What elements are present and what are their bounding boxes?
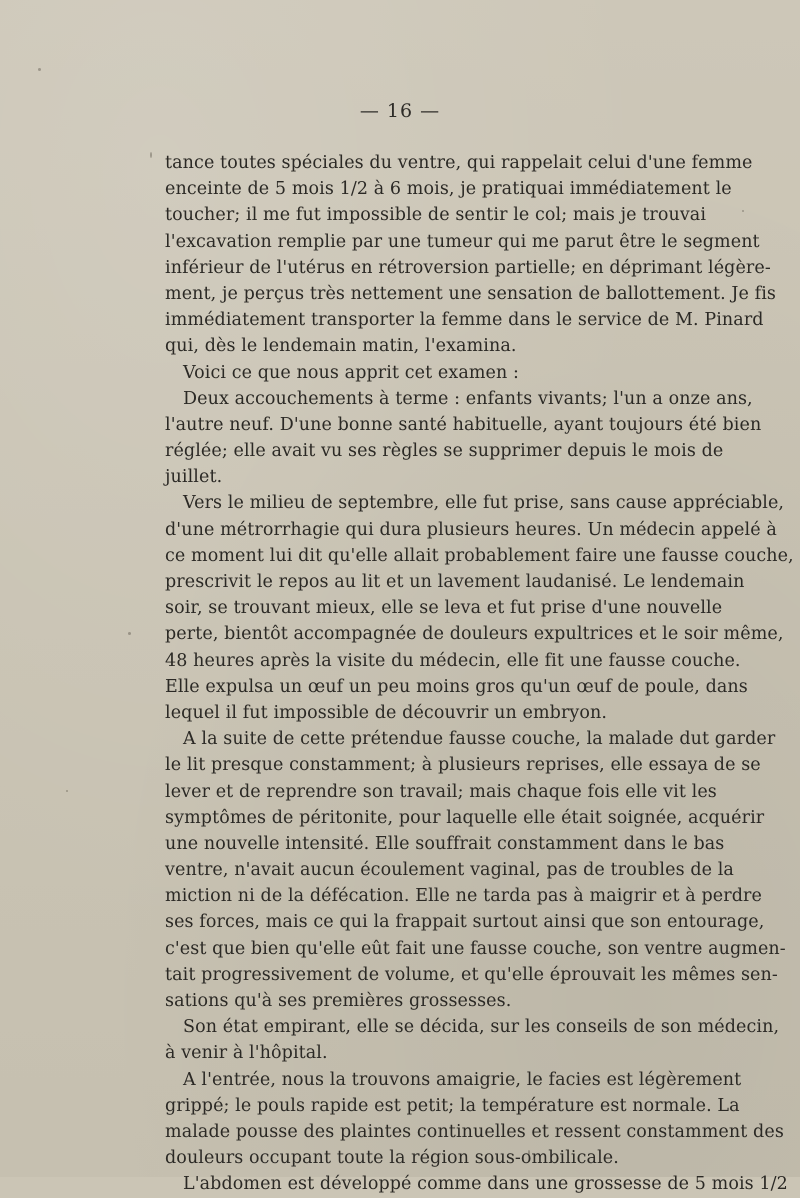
text-line: l'excavation remplie par une tumeur qui me parut être le segment	[165, 231, 760, 252]
text-line: une nouvelle intensité. Elle souffrait constamment dans le bas	[165, 833, 725, 854]
text-line: juillet.	[165, 467, 223, 488]
text-line: tait progressivement de volume, et qu'elle éprouvait les mêmes sen-	[165, 964, 778, 985]
text-line: d'une métrorrhagie qui dura plusieurs heures. Un médecin appelé à	[165, 519, 777, 540]
paper-speck	[128, 632, 131, 635]
text-line: douleurs occupant toute la région sous-ombilicale.	[165, 1148, 619, 1169]
paragraph-start: L'abdomen est développé comme dans une grossesse de 5 mois 1/2	[183, 1174, 788, 1195]
text-line: l'autre neuf. D'une bonne santé habituelle, ayant toujours été bien	[165, 414, 762, 435]
text-line: miction ni de la défécation. Elle ne tarda pas à maigrir et à perdre	[165, 886, 762, 907]
paragraph-start: Deux accouchements à terme : enfants vivants; l'un a onze ans,	[183, 388, 753, 409]
paper-speck	[742, 210, 744, 212]
text-line: à venir à l'hôpital.	[165, 1043, 328, 1064]
text-line: 48 heures après la visite du médecin, elle fit une fausse couche.	[165, 650, 741, 671]
text-line: ventre, n'avait aucun écoulement vaginal, pas de troubles de la	[165, 860, 734, 881]
text-line: lequel il fut impossible de découvrir un embryon.	[165, 702, 608, 723]
text-line: inférieur de l'utérus en rétroversion partielle; en déprimant légère-	[165, 257, 771, 278]
paragraph-start: A la suite de cette prétendue fausse couche, la malade dut garder	[183, 729, 776, 750]
paper-speck	[528, 1150, 530, 1155]
text-line: enceinte de 5 mois 1/2 à 6 mois, je pratiquai immédiatement le	[165, 179, 732, 200]
text-line: prescrivit le repos au lit et un lavement laudanisé. Le lendemain	[165, 572, 745, 592]
paragraph-start: Vers le milieu de septembre, elle fut prise, sans cause appréciable,	[183, 493, 785, 514]
text-line: perte, bientôt accompagnée de douleurs expultrices et le soir même,	[165, 624, 784, 645]
text-line: lever et de reprendre son travail; mais chaque fois elle vit les	[165, 781, 717, 802]
paragraph-start: Voici ce que nous apprit cet examen :	[183, 362, 520, 383]
text-line: immédiatement transporter la femme dans le service de M. Pinard	[165, 310, 764, 331]
text-line: qui, dès le lendemain matin, l'examina.	[165, 336, 517, 357]
text-line: sations qu'à ses premières grossesses.	[165, 991, 512, 1011]
text-line: ment, je perçus très nettement une sensation de ballottement. Je fis	[165, 283, 776, 304]
paper-speck	[150, 152, 152, 158]
paragraph-start: Son état empirant, elle se décida, sur les conseils de son médecin,	[183, 1017, 780, 1038]
text-line: toucher; il me fut impossible de sentir le col; mais je trouvai	[165, 205, 707, 226]
text-line: symptômes de péritonite, pour laquelle elle était soignée, acquérir	[165, 807, 765, 828]
text-line: c'est que bien qu'elle eût fait une fausse couche, son ventre augmen-	[165, 938, 786, 959]
text-line: grippé; le pouls rapide est petit; la température est normale. La	[165, 1095, 740, 1116]
text-line: ses forces, mais ce qui la frappait surtout ainsi que son entourage,	[165, 912, 765, 933]
text-line: ce moment lui dit qu'elle allait probablement faire une fausse couche,	[165, 545, 794, 566]
body-text	[165, 150, 794, 1198]
text-line: tance toutes spéciales du ventre, qui rappelait celui d'une femme	[165, 153, 753, 173]
text-line: malade pousse des plaintes continuelles et ressent constamment des	[165, 1121, 784, 1142]
paper-speck	[38, 68, 41, 71]
paper-speck	[66, 790, 68, 792]
text-line: le lit presque constamment; à plusieurs reprises, elle essaya de se	[165, 755, 761, 776]
text-line: Elle expulsa un œuf un peu moins gros qu'un œuf de poule, dans	[165, 676, 748, 697]
text-line: réglée; elle avait vu ses règles se supprimer depuis le mois de	[165, 441, 724, 462]
page-number: — 16 —	[359, 100, 441, 122]
paragraph-start: A l'entrée, nous la trouvons amaigrie, le facies est légèrement	[183, 1069, 742, 1090]
text-line: soir, se trouvant mieux, elle se leva et fut prise d'une nouvelle	[165, 598, 723, 619]
